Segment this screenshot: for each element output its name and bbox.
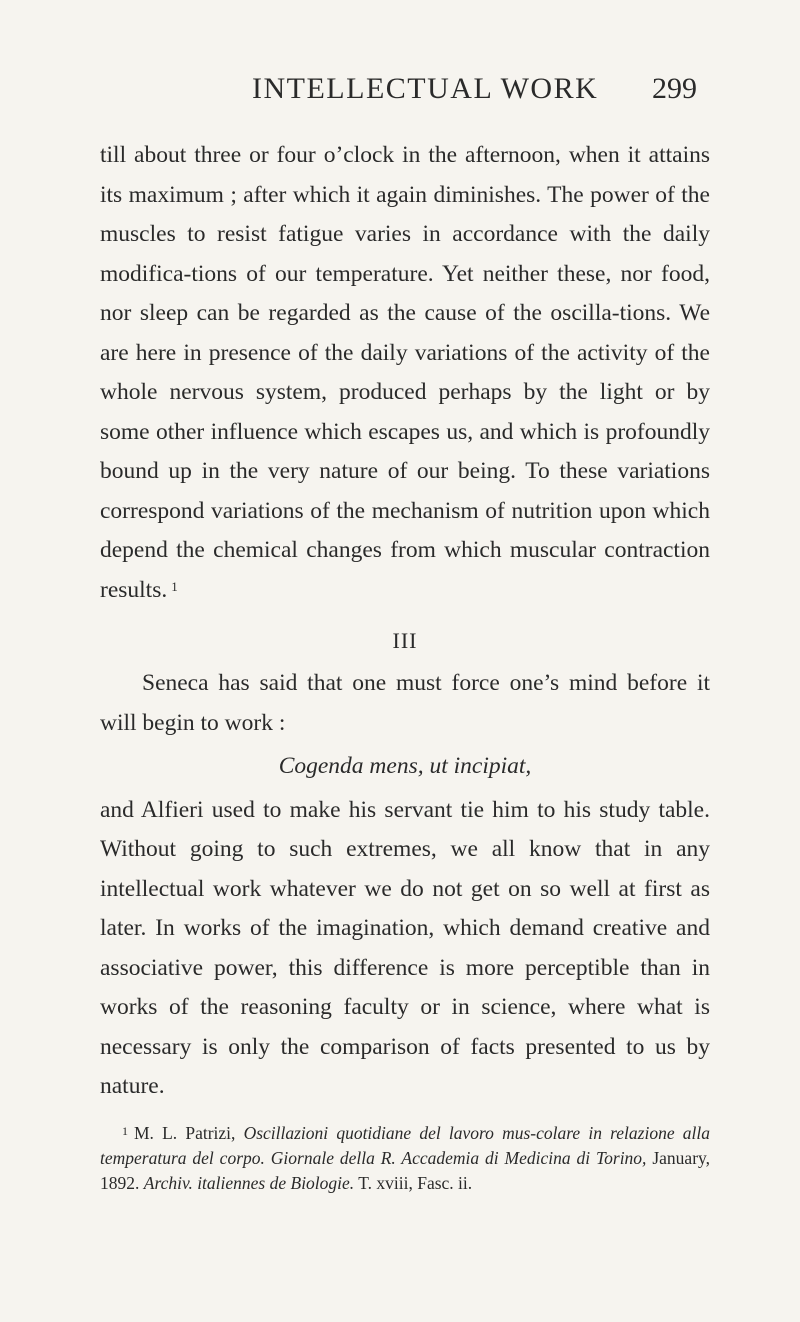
page-number: 299 (652, 72, 697, 105)
footnote-title: Oscillazioni quotidiane del lavoro mus-colare in relazione alla temperatura del corpo. Giornale della R. Accademia di Medicina di Torino, (100, 1122, 710, 1168)
footnote-author: M. L. Patrizi, (134, 1122, 236, 1143)
paragraph-1 (100, 136, 710, 610)
page-header (0, 72, 800, 112)
latin-quote: Cogenda mens, ut incipiat, (278, 753, 532, 779)
paragraph-3: and Alfieri used to make his servant tie him to his study table. Without going to such extremes, we all know that in any intellectual work whatever we do not get on so well at first as later. In works of the imagination, which demand creative and associative power, this difference is more perceptible than in works of the reasoning faculty or in science, where what is necessary is only the comparison of facts presented to us by nature. (100, 796, 710, 1099)
paragraph-2: Seneca has said that one must force one’s mind before it will begin to work : (100, 670, 710, 736)
section-number: III (392, 628, 418, 653)
running-head: INTELLECTUAL WORK (252, 72, 599, 105)
footnote-date: January, 1892. (100, 1147, 711, 1193)
footnote-reference: 1 (171, 578, 178, 594)
footnote-volume: T. xviii, Fasc. ii. (358, 1172, 473, 1193)
footnote (100, 1121, 710, 1196)
body-text (100, 136, 710, 1213)
footnote-journal: Archiv. italiennes de Biologie. (143, 1172, 355, 1193)
paragraph-1-text: till about three or four o’clock in the afternoon, when it attains its maximum ; after which it again diminishes. The power of the muscles to resist fatigue varies in accordance with the daily modifica-tions of our temperature. Yet neither these, nor food, nor sleep can be regarded as the cause of the oscilla-tions. We are here in presence of the daily variations of the activity of the whole nervous system, produced perhaps by the light or by some other influence which escapes us, and which is profoundly bound up in the very nature of our being. To these variations correspond variations of the mechanism of nutrition upon which depend the chemical changes from which muscular contraction results. (100, 142, 710, 603)
footnote-marker: 1 (122, 1123, 128, 1138)
